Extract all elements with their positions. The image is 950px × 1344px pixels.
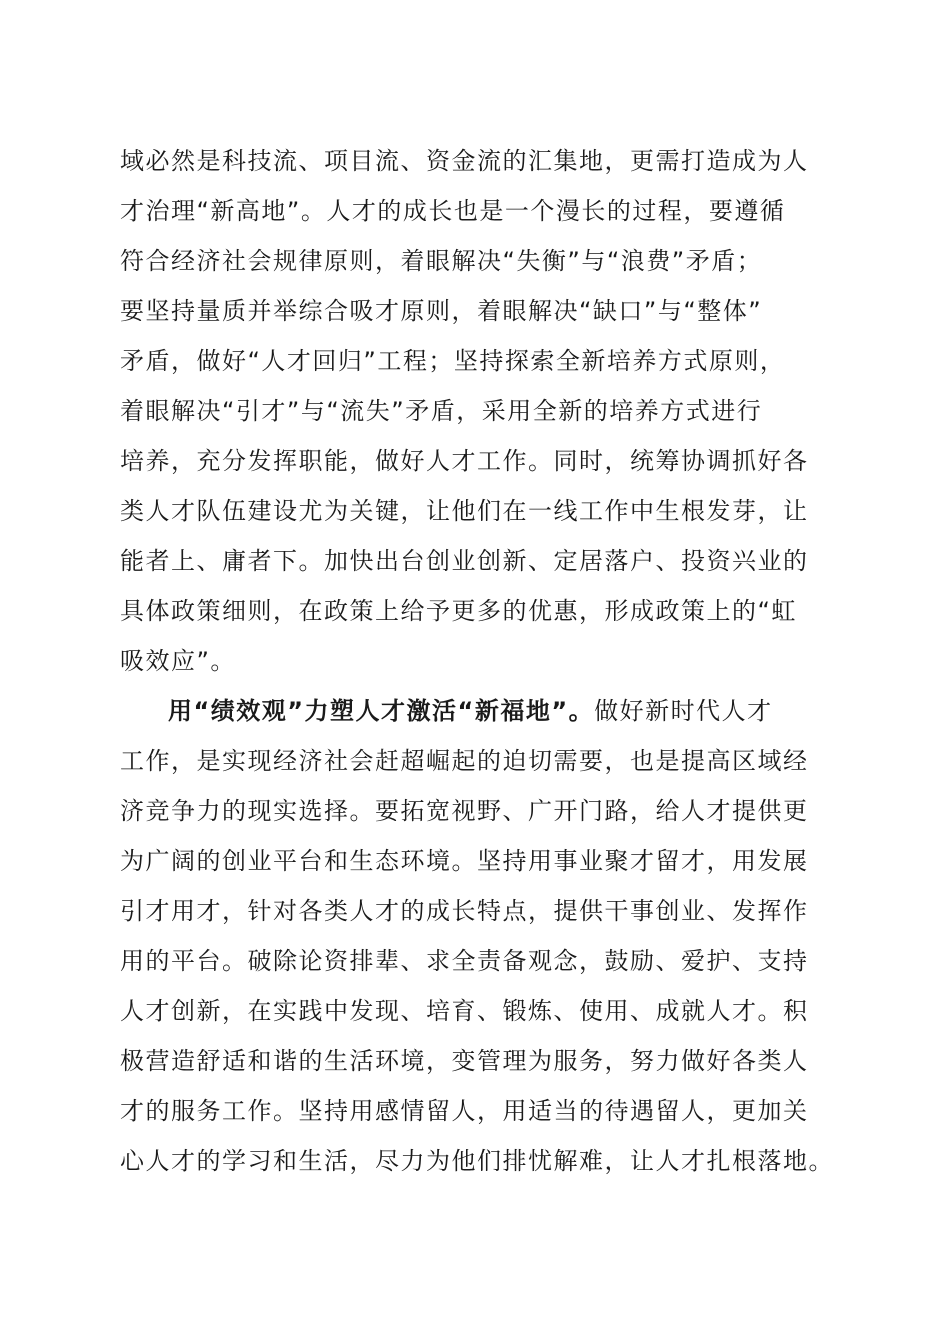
text-line: 要坚持量质并举综合吸才原则，着眼解决“缺口”与“整体” [120, 297, 763, 325]
text-line: 吸效应”。 [120, 647, 236, 675]
text-line: 心人才的学习和生活，尽力为他们排忧解难，让人才扎根落地。 [120, 1147, 834, 1175]
paragraph-2 [120, 686, 840, 1186]
paragraph-1 [120, 136, 840, 686]
text-line: 才的服务工作。坚持用感情留人，用适当的待遇留人，更加关 [120, 1097, 809, 1125]
text-line: 才治理“新高地”。人才的成长也是一个漫长的过程，要遵循 [120, 197, 786, 225]
text-line: 类人才队伍建设尤为关键，让他们在一线工作中生根发芽，让 [120, 497, 809, 525]
text-line: 人才创新，在实践中发现、培育、锻炼、使用、成就人才。积 [120, 997, 809, 1025]
document-body [120, 136, 840, 1186]
text-line: 矛盾，做好“人才回归”工程；坚持探索全新培养方式原则， [120, 347, 786, 375]
text-line: 域必然是科技流、项目流、资金流的汇集地，更需打造成为人 [120, 147, 809, 175]
text-line: 着眼解决“引才”与“流失”矛盾，采用全新的培养方式进行 [120, 397, 763, 425]
text-line: 能者上、庸者下。加快出台创业创新、定居落户、投资兴业的 [120, 547, 809, 575]
text-line: 具体政策细则，在政策上给予更多的优惠，形成政策上的“虹 [120, 597, 797, 625]
text-line: 工作，是实现经济社会赶超崛起的迫切需要，也是提高区域经 [120, 747, 809, 775]
text-line: 为广阔的创业平台和生态环境。坚持用事业聚才留才，用发展 [120, 847, 809, 875]
text-line: 济竞争力的现实选择。要拓宽视野、广开门路，给人才提供更 [120, 797, 809, 825]
text-line: 引才用才，针对各类人才的成长特点，提供干事创业、发挥作 [120, 897, 809, 925]
section-heading: 用“绩效观”力塑人才激活“新福地”。 [168, 697, 595, 725]
text-line: 符合经济社会规律原则，着眼解决“失衡”与“浪费”矛盾； [120, 247, 763, 275]
text-line: 用的平台。破除论资排辈、求全责备观念，鼓励、爱护、支持 [120, 947, 809, 975]
text-line: 培养，充分发挥职能，做好人才工作。同时，统筹协调抓好各 [120, 447, 809, 475]
paragraph-2-first-line [120, 686, 840, 736]
first-line-text: 做好新时代人才 [594, 697, 773, 725]
text-line: 极营造舒适和谐的生活环境，变管理为服务，努力做好各类人 [120, 1047, 809, 1075]
